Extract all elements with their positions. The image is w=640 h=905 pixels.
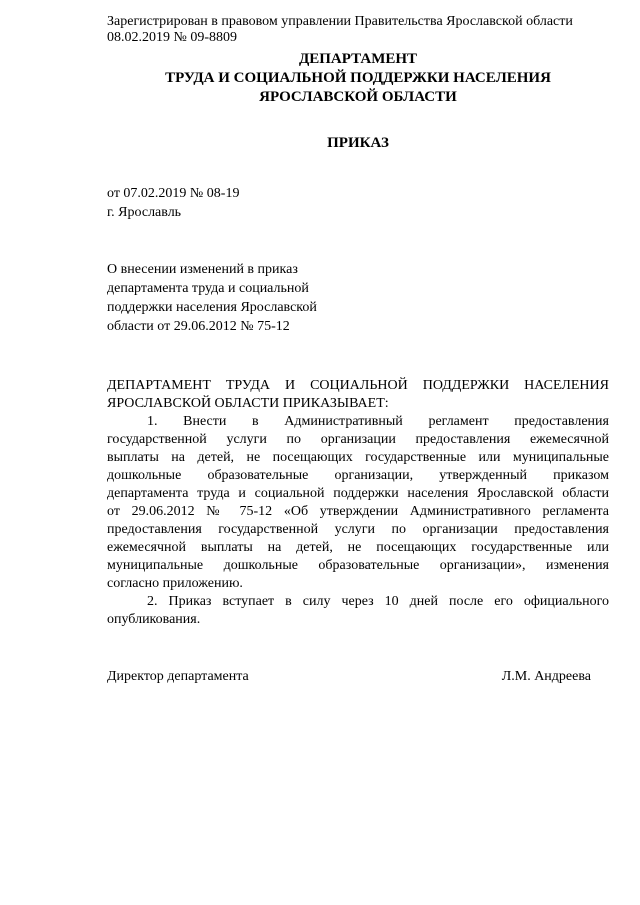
order-item-2 bbox=[107, 593, 609, 629]
item1-line-3: выплаты на детей, не посещающих государственные или муниципальные bbox=[107, 450, 609, 465]
signer-name: Л.М. Андреева bbox=[501, 669, 591, 684]
item2-line-2: опубликования. bbox=[107, 612, 201, 627]
item1-line-2: государственной услуги по организации предоставления ежемесячной bbox=[107, 432, 609, 447]
header-line-3: ЯРОСЛАВСКОЙ ОБЛАСТИ bbox=[259, 89, 457, 105]
item1-line-8: ежемесячной выплаты на детей, не посещающих государственные или bbox=[107, 540, 609, 555]
item1-line-1: 1. Внести в Административный регламент предоставления bbox=[147, 414, 609, 429]
item1-line-10: согласно приложению. bbox=[107, 576, 243, 591]
order-intro bbox=[107, 377, 609, 413]
subject-line-2: департамента труда и социальной bbox=[107, 281, 309, 296]
subject-line-1: О внесении изменений в приказ bbox=[107, 262, 298, 277]
item1-line-6: от 29.06.2012 № 75-12 «Об утверждении Административного регламента bbox=[107, 504, 609, 519]
order-date-number: от 07.02.2019 № 08-19 bbox=[107, 186, 240, 201]
document-page bbox=[107, 14, 609, 689]
intro-line-1: ДЕПАРТАМЕНТ ТРУДА И СОЦИАЛЬНОЙ ПОДДЕРЖКИ НАСЕЛЕНИЯ bbox=[107, 378, 609, 393]
order-title: ПРИКАЗ bbox=[327, 135, 389, 151]
header-line-1: ДЕПАРТАМЕНТ bbox=[298, 51, 418, 67]
registration-line-1: Зарегистрирован в правовом управлении Правительства Ярославской области bbox=[107, 14, 573, 29]
item2-line-1: 2. Приказ вступает в силу через 10 дней после его официального bbox=[147, 594, 609, 609]
order-city: г. Ярославль bbox=[107, 205, 182, 220]
signer-position: Директор департамента bbox=[107, 669, 249, 684]
subject-line-4: области от 29.06.2012 № 75-12 bbox=[107, 319, 290, 334]
order-item-1 bbox=[107, 413, 609, 593]
subject-line-3: поддержки населения Ярославской bbox=[107, 300, 317, 315]
header-line-2: ТРУДА И СОЦИАЛЬНОЙ ПОДДЕРЖКИ НАСЕЛЕНИЯ bbox=[165, 70, 551, 86]
item1-line-7: предоставления государственной услуги по организации предоставления bbox=[107, 522, 609, 537]
registration-line-2: 08.02.2019 № 09-8809 bbox=[107, 30, 238, 45]
intro-line-2: ЯРОСЛАВСКОЙ ОБЛАСТИ ПРИКАЗЫВАЕТ: bbox=[107, 396, 389, 411]
order-subject bbox=[107, 260, 609, 336]
item1-line-4: дошкольные образовательные организации, утвержденный приказом bbox=[107, 468, 609, 483]
item1-line-5: департамента труда и социальной поддержки населения Ярославской области bbox=[107, 486, 609, 501]
item1-line-9: муниципальные дошкольные образовательные организации», изменения bbox=[107, 558, 609, 573]
order-body bbox=[107, 377, 609, 629]
registration-note bbox=[107, 14, 609, 46]
signature-block bbox=[107, 669, 609, 689]
order-date-block bbox=[107, 184, 609, 222]
department-header bbox=[107, 50, 609, 107]
